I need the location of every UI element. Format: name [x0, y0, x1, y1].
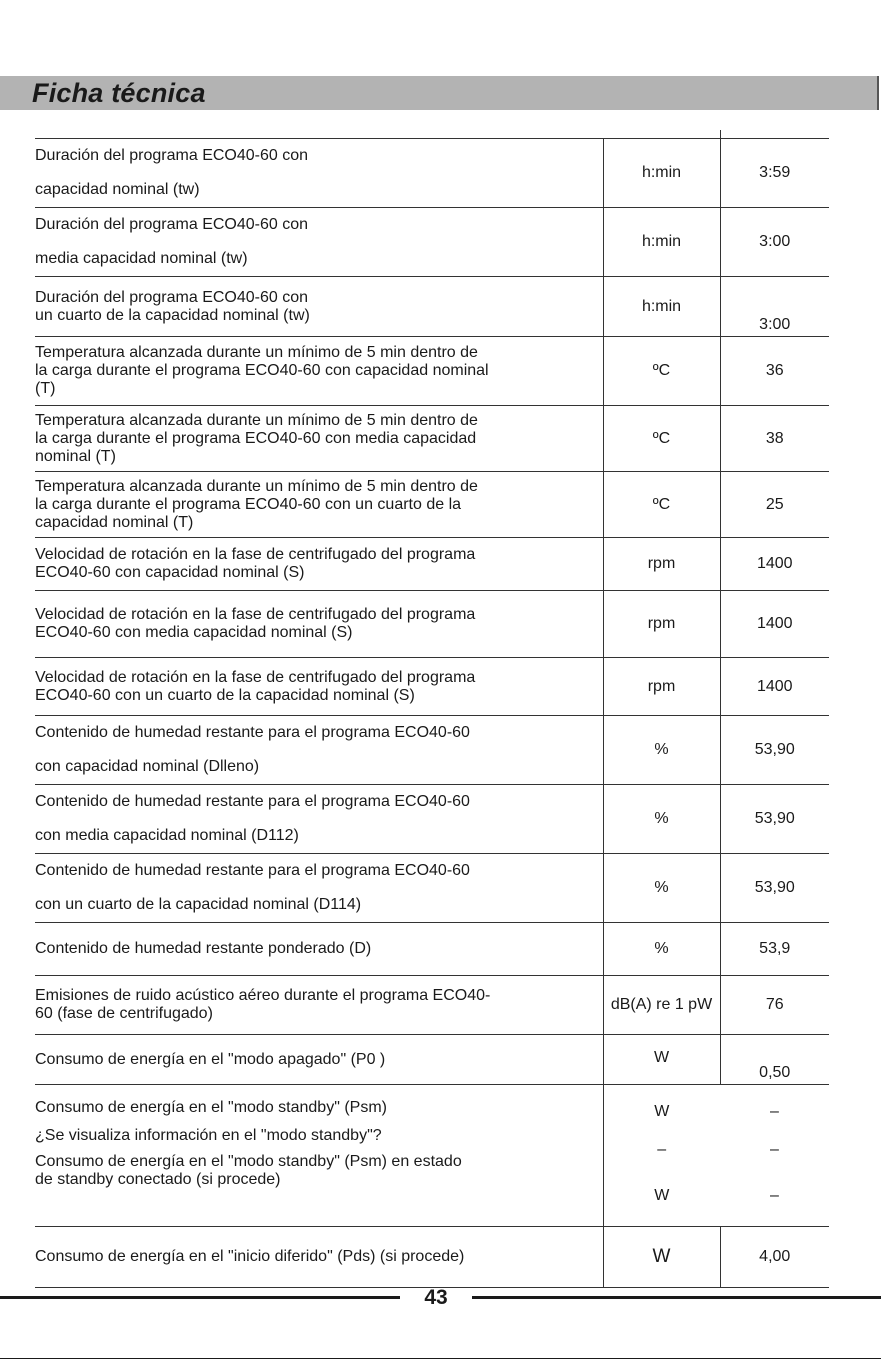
row-label: Duración del programa ECO40-60 con un cuarto de la capacidad nominal (tw): [35, 288, 310, 324]
spec-table: [35, 138, 829, 1288]
row-value: 53,90: [720, 854, 829, 923]
row-unit: %: [603, 923, 720, 976]
row-value: 1400: [720, 538, 829, 591]
table-row: [35, 658, 829, 716]
row-unit: %: [603, 785, 720, 854]
row-unit: ºC: [603, 406, 720, 472]
row-label: Velocidad de rotación en la fase de centrifugado del programa ECO40-60 con capacidad nominal (S): [35, 546, 476, 581]
row-value: 1400: [720, 658, 829, 716]
standby-units: W – W: [603, 1085, 720, 1227]
header-band: [0, 76, 879, 110]
table-row: [35, 854, 829, 923]
row-label: Consumo de energía en el "inicio diferido" (Pds) (si procede): [35, 1248, 465, 1265]
row-unit: rpm: [603, 658, 720, 716]
row-label: Velocidad de rotación en la fase de centrifugado del programa ECO40-60 con un cuarto de la capacidad nominal (S): [35, 668, 476, 704]
table-row: [35, 591, 829, 658]
row-unit: h:min: [603, 277, 720, 337]
row-value: 53,90: [720, 716, 829, 785]
row-value: 53,90: [720, 785, 829, 854]
row-unit: rpm: [603, 538, 720, 591]
row-value: 1400: [720, 591, 829, 658]
row-label: Duración del programa ECO40-60 con capacidad nominal (tw): [35, 147, 309, 198]
table-row: [35, 472, 829, 538]
table-row: [35, 139, 829, 208]
row-unit: h:min: [603, 139, 720, 208]
table-row: [35, 208, 829, 277]
row-label: Temperatura alcanzada durante un mínimo de 5 min dentro de la carga durante el programa ECO40-60 con un cuarto de la capacidad nominal (T): [35, 477, 478, 531]
row-value: 38: [720, 406, 829, 472]
standby-labels: Consumo de energía en el "modo standby" (Psm) ¿Se visualiza información en el "modo standby"? Consumo de energía en el "modo standby" (Psm) en estado de standby conectado (si procede): [35, 1099, 462, 1188]
table-row: [35, 538, 829, 591]
footer-rule-left: [0, 1296, 400, 1299]
standby-values: – – –: [770, 1103, 779, 1204]
table-row: [35, 1085, 829, 1227]
table-row: [35, 277, 829, 337]
row-value: 36: [720, 337, 829, 406]
row-label: Velocidad de rotación en la fase de centrifugado del programa ECO40-60 con media capacidad nominal (S): [35, 606, 476, 641]
table-row: [35, 1227, 829, 1288]
row-unit: ºC: [603, 337, 720, 406]
row-unit: W: [603, 1227, 720, 1288]
row-value: 3:59: [720, 139, 829, 208]
table-row: [35, 785, 829, 854]
footer-rule-right: [472, 1296, 881, 1299]
row-unit: h:min: [603, 208, 720, 277]
row-label: Contenido de humedad restante ponderado (D): [35, 940, 372, 957]
row-unit: rpm: [603, 591, 720, 658]
page-number: 43: [424, 1286, 448, 1309]
row-label: Contenido de humedad restante para el programa ECO40-60 con capacidad nominal (Dlleno): [35, 724, 470, 775]
page-title: Ficha técnica: [32, 78, 206, 108]
row-label: Duración del programa ECO40-60 con media capacidad nominal (tw): [35, 216, 309, 267]
table-row: [35, 1035, 829, 1085]
table-row: [35, 406, 829, 472]
table-row: [35, 716, 829, 785]
row-label: Consumo de energía en el "modo apagado" (P0 ): [35, 1050, 386, 1068]
row-unit: W: [603, 1035, 720, 1085]
table-row: [35, 923, 829, 976]
row-value: 3:00: [720, 277, 829, 337]
row-label: Contenido de humedad restante para el programa ECO40-60 con media capacidad nominal (D112): [35, 793, 470, 844]
row-unit: %: [603, 716, 720, 785]
bottom-rule: [0, 1358, 881, 1359]
row-value: 76: [720, 976, 829, 1035]
row-label: Emisiones de ruido acústico aéreo durante el programa ECO40- 60 (fase de centrifugado): [35, 987, 491, 1022]
row-label: Temperatura alcanzada durante un mínimo de 5 min dentro de la carga durante el programa ECO40-60 con capacidad nominal (T): [35, 344, 489, 397]
row-unit: ºC: [603, 472, 720, 538]
row-unit: dB(A) re 1 pW: [603, 976, 720, 1035]
row-label: Contenido de humedad restante para el programa ECO40-60 con un cuarto de la capacidad nominal (D114): [35, 862, 470, 913]
row-value: 53,9: [720, 923, 829, 976]
row-label: Temperatura alcanzada durante un mínimo de 5 min dentro de la carga durante el programa ECO40-60 con media capacidad nominal (T): [35, 411, 478, 465]
table-row: [35, 976, 829, 1035]
row-value: 4,00: [720, 1227, 829, 1288]
table-row: [35, 337, 829, 406]
header-band-edge: [877, 76, 879, 110]
row-unit: %: [603, 854, 720, 923]
row-value: 0,50: [720, 1035, 829, 1085]
row-value: 3:00: [720, 208, 829, 277]
row-value: 25: [720, 472, 829, 538]
